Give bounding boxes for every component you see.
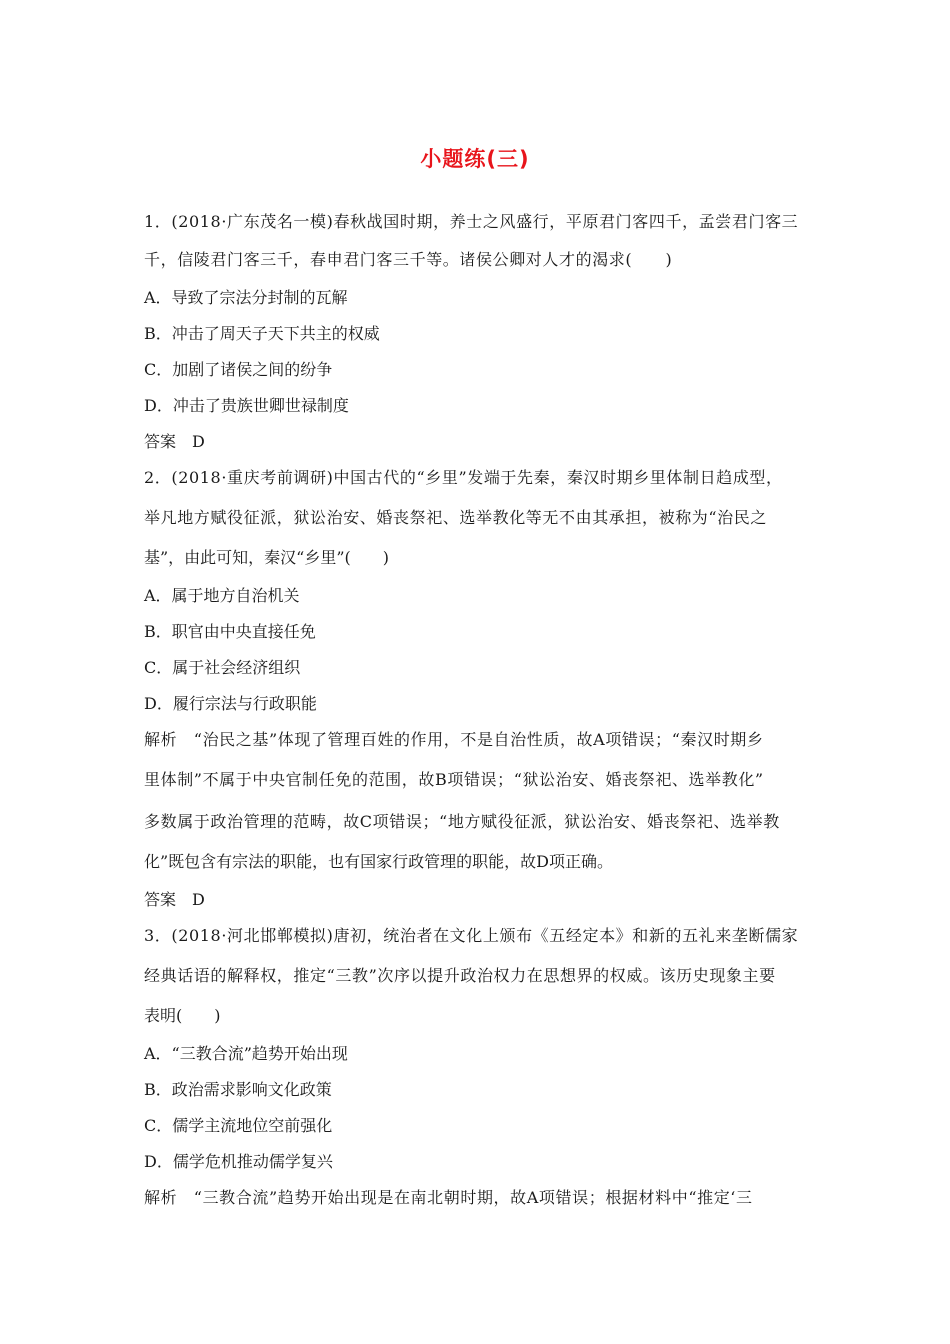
q2-stem-line-2: 举凡地方赋役征派，狱讼治安、婚丧祭祀、选举教化等无不由其承担，被称为“治民之: [144, 508, 767, 527]
q3-stem-line-1: 3．(2018·河北邯郸模拟)唐初，统治者在文化上颁布《五经定本》和新的五礼来垄断儒家: [144, 926, 799, 945]
q2-option-d: D．履行宗法与行政职能: [144, 694, 317, 713]
q2-option-b: B．职官由中央直接任免: [144, 622, 316, 641]
q3-stem-line-2: 经典话语的解释权，推定“三教”次序以提升政治权力在思想界的权威。该历史现象主要: [144, 966, 776, 985]
q2-option-a: A．属于地方自治机关: [144, 586, 300, 605]
q3-option-c: C．儒学主流地位空前强化: [144, 1116, 333, 1135]
q2-analysis-line-3: 多数属于政治管理的范畴，故C项错误；“地方赋役征派，狱讼治安、婚丧祭祀、选举教: [144, 812, 780, 831]
q2-analysis-line-1: 解析 “治民之基”体现了管理百姓的作用，不是自治性质，故A项错误；“秦汉时期乡: [144, 730, 764, 749]
q2-analysis-line-4: 化”既包含有宗法的职能，也有国家行政管理的职能，故D项正确。: [144, 852, 614, 871]
q1-option-a: A．导致了宗法分封制的瓦解: [144, 288, 348, 307]
q2-option-c: C．属于社会经济组织: [144, 658, 301, 677]
q1-answer: 答案 D: [144, 432, 205, 451]
q1-stem-line-2: 千，信陵君门客三千，春申君门客三千等。诸侯公卿对人才的渴求( ): [144, 250, 673, 269]
q1-option-d: D．冲击了贵族世卿世禄制度: [144, 396, 349, 415]
q2-analysis-line-2: 里体制”不属于中央官制任免的范围，故B项错误；“狱讼治安、婚丧祭祀、选举教化”: [144, 770, 764, 789]
q3-option-b: B．政治需求影响文化政策: [144, 1080, 332, 1099]
q3-stem-line-3: 表明( ): [144, 1006, 221, 1025]
q1-option-b: B．冲击了周天子天下共主的权威: [144, 324, 380, 343]
q3-analysis-line-1: 解析 “三教合流”趋势开始出现是在南北朝时期，故A项错误；根据材料中“推定‘三: [144, 1188, 753, 1207]
q2-stem-line-3: 基”，由此可知，秦汉“乡里”( ): [144, 548, 390, 567]
page-title: 小题练(三): [420, 147, 530, 171]
q1-stem-line-1: 1．(2018·广东茂名一模)春秋战国时期，养士之风盛行，平原君门客四千，孟尝君门客三: [144, 212, 799, 231]
q2-answer: 答案 D: [144, 890, 205, 909]
q2-stem-line-1: 2．(2018·重庆考前调研)中国古代的“乡里”发端于先秦，秦汉时期乡里体制日趋成型，: [144, 468, 783, 487]
q3-option-d: D．儒学危机推动儒学复兴: [144, 1152, 333, 1171]
q3-option-a: A．“三教合流”趋势开始出现: [144, 1044, 348, 1063]
q1-option-c: C．加剧了诸侯之间的纷争: [144, 360, 333, 379]
